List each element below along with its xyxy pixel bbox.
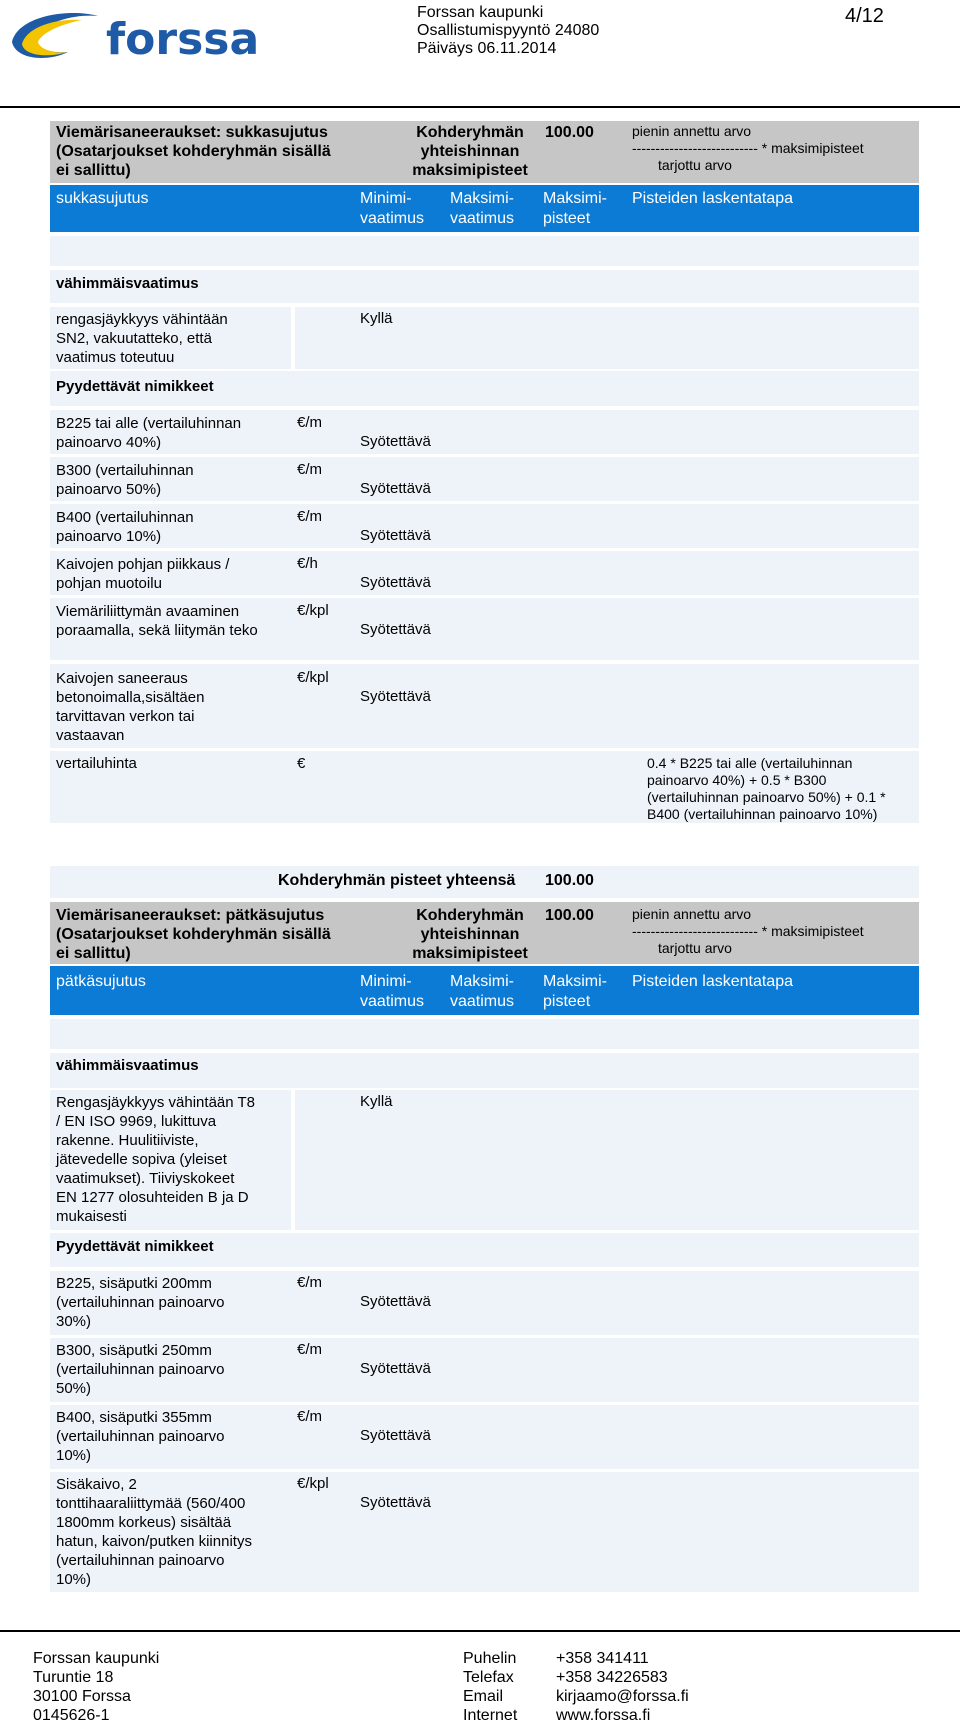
svg-text:forssa: forssa: [106, 14, 260, 65]
col-min-requirement: Minimi- vaatimus: [360, 973, 425, 1010]
requirement-text: rengasjäykkyys vähintään SN2, vakuutatteko, että vaatimus toteutuu: [56, 311, 228, 366]
header-request: Osallistumispyyntö 24080: [417, 22, 600, 39]
item-name: B225 tai alle (vertailuhinnan painoarvo 40%): [56, 415, 242, 451]
total-label: Kohderyhmän pisteet yhteensä: [278, 872, 516, 889]
col-max-requirement: Maksimi- vaatimus: [450, 190, 515, 227]
forssa-logo: [8, 6, 288, 68]
col-name: sukkasujutus: [56, 190, 149, 207]
section-b-group-points-value: 100.00: [545, 907, 594, 924]
item-name: B225, sisäputki 200mm (vertailuhinnan painoarvo 30%): [56, 1275, 225, 1330]
item-type: Syötettävä: [360, 1293, 431, 1310]
col-max-points: Maksimi- pisteet: [543, 973, 607, 1010]
section-a-group-points-value: 100.00: [545, 124, 594, 141]
item-type: Syötettävä: [360, 621, 431, 638]
item-unit: €/m: [297, 414, 323, 431]
item-unit: €/m: [297, 508, 323, 525]
header-date: Päiväys 06.11.2014: [417, 40, 557, 57]
req-unit-cell: [295, 307, 357, 369]
col-name: pätkäsujutus: [56, 973, 146, 990]
item-unit: €/kpl: [297, 669, 329, 686]
header-city: Forssan kaupunki: [417, 4, 544, 21]
reference-price-label: vertailuhinta: [56, 755, 137, 772]
items-heading: Pyydettävät nimikkeet: [56, 378, 214, 395]
item-unit: €/m: [297, 1274, 323, 1291]
footer-contact-values: +358 341411 +358 34226583 kirjaamo@forssa.fi www.forssa.fi: [556, 1650, 689, 1724]
item-unit: €/m: [297, 1408, 323, 1425]
items-heading: Pyydettävät nimikkeet: [56, 1238, 214, 1255]
item-type: Syötettävä: [360, 1360, 431, 1377]
item-name: B300, sisäputki 250mm (vertailuhinnan painoarvo 50%): [56, 1342, 225, 1397]
page-number: 4/12: [845, 5, 884, 27]
item-type: Syötettävä: [360, 574, 431, 591]
item-name: B300 (vertailuhinnan painoarvo 50%): [56, 462, 194, 498]
min-req-heading: vähimmäisvaatimus: [56, 1057, 199, 1074]
item-unit: €/m: [297, 1341, 323, 1358]
item-type: Syötettävä: [360, 1494, 431, 1511]
item-type: Syötettävä: [360, 688, 431, 705]
section-b-spacer-row: [50, 1019, 919, 1049]
requirement-value: Kyllä: [360, 310, 393, 327]
item-name: B400 (vertailuhinnan painoarvo 10%): [56, 509, 194, 545]
section-b-group-points-label: Kohderyhmän yhteishinnan maksimipisteet: [412, 907, 528, 962]
footer-email-link[interactable]: kirjaamo@forssa.fi: [556, 1688, 689, 1705]
min-req-heading: vähimmäisvaatimus: [56, 275, 199, 292]
footer-address: Forssan kaupunki Turuntie 18 30100 Forssa 0145626-1: [33, 1650, 160, 1724]
col-max-points: Maksimi- pisteet: [543, 190, 607, 227]
footer-website-link[interactable]: www.forssa.fi: [556, 1707, 651, 1724]
col-max-requirement: Maksimi- vaatimus: [450, 973, 515, 1010]
col-min-requirement: Minimi- vaatimus: [360, 190, 425, 227]
item-unit: €/kpl: [297, 1475, 329, 1492]
footer-contact-labels: Puhelin Telefax Email Internet: [463, 1650, 518, 1724]
item-name: Sisäkaivo, 2 tonttihaaraliittymää (560/400 1800mm korkeus) sisältää hatun, kaivon/putken kiinnitys (vertailuhinnan painoarvo 10%): [56, 1476, 252, 1588]
header-divider: [0, 106, 960, 108]
section-a-group-points-label: Kohderyhmän yhteishinnan maksimipisteet: [412, 124, 528, 179]
requirement-text: Rengasjäykkyys vähintään T8 / EN ISO 9969, lukittuva rakenne. Huulitiiviste, jätevedelle sopiva (yleiset vaatimukset). Tiiviyskokeet EN 1277 olosuhteiden B ja D mukaisesti: [56, 1094, 255, 1225]
section-a-formula: pienin annettu arvo --------------------------- * maksimipisteet tarjottu arvo: [632, 123, 864, 173]
item-type: Syötettävä: [360, 527, 431, 544]
item-name: Kaivojen pohjan piikkaus / pohjan muotoilu: [56, 556, 230, 592]
reference-price-formula: 0.4 * B225 tai alle (vertailuhinnan painoarvo 40%) + 0.5 * B300 (vertailuhinnan painoarvo 50%) + 0.1 * B400 (vertailuhinnan painoarvo 10%): [647, 755, 886, 822]
requirement-value: Kyllä: [360, 1093, 393, 1110]
col-scoring-method: Pisteiden laskentatapa: [632, 973, 793, 990]
section-b-formula: pienin annettu arvo --------------------------- * maksimipisteet tarjottu arvo: [632, 906, 864, 956]
req-value-cell: [357, 307, 919, 369]
item-type: Syötettävä: [360, 480, 431, 497]
total-value: 100.00: [545, 872, 594, 889]
item-name: B400, sisäputki 355mm (vertailuhinnan painoarvo 10%): [56, 1409, 225, 1464]
item-name: Kaivojen saneeraus betonoimalla,sisältäen tarvittavan verkon tai vastaavan: [56, 670, 205, 744]
item-unit: €/h: [297, 555, 318, 572]
reference-price-unit: €: [297, 755, 306, 772]
item-unit: €/m: [297, 461, 323, 478]
document-header: [417, 4, 599, 58]
req-unit-cell: [295, 1090, 357, 1230]
section-a-title: Viemärisaneeraukset: sukkasujutus (Osatarjoukset kohderyhmän sisällä ei sallittu): [56, 124, 331, 179]
footer-divider: [0, 1630, 960, 1632]
section-a-spacer-row: [50, 236, 919, 266]
item-name: Viemäriliittymän avaaminen poraamalla, sekä liitymän teko: [56, 603, 258, 639]
item-unit: €/kpl: [297, 602, 329, 619]
req-value-cell: [357, 1090, 919, 1230]
col-scoring-method: Pisteiden laskentatapa: [632, 190, 793, 207]
section-b-title: Viemärisaneeraukset: pätkäsujutus (Osatarjoukset kohderyhmän sisällä ei sallittu): [56, 907, 331, 962]
item-type: Syötettävä: [360, 1427, 431, 1444]
item-type: Syötettävä: [360, 433, 431, 450]
